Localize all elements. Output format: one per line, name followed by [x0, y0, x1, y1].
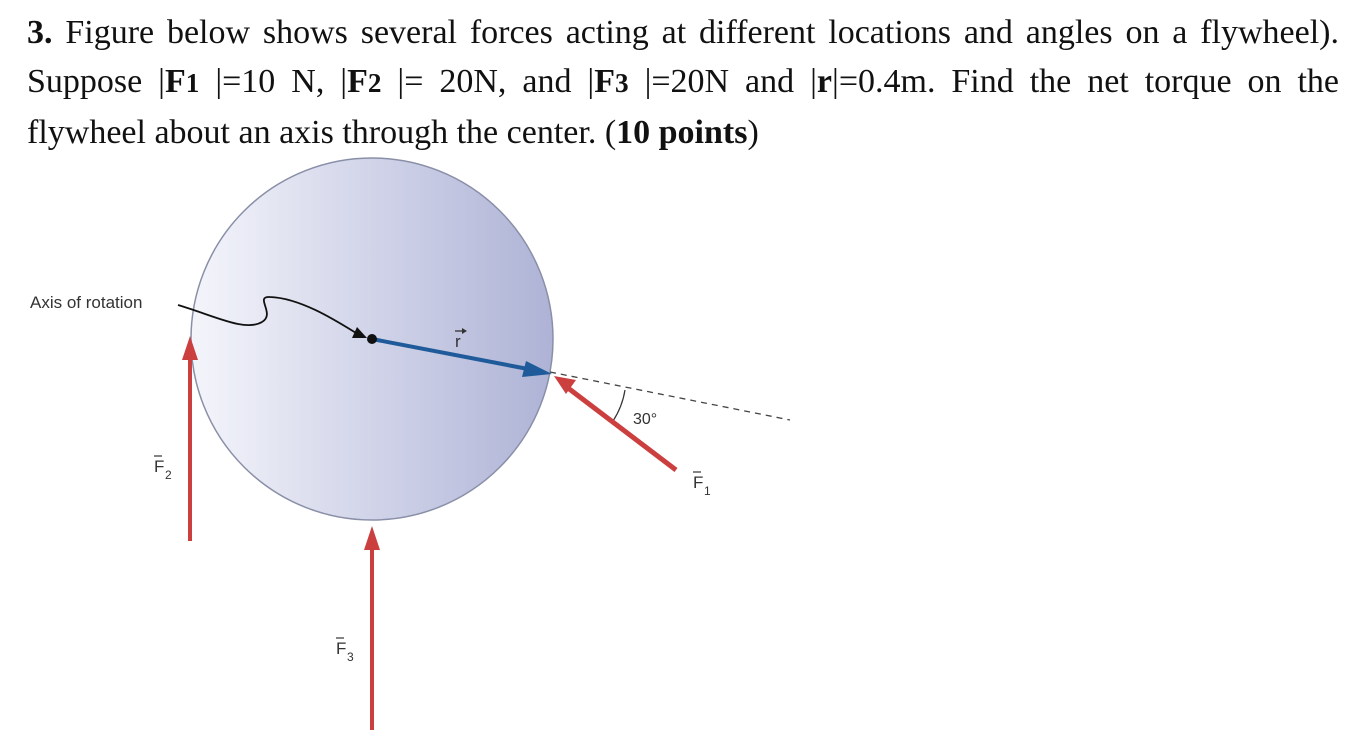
force-f3-arrowhead — [364, 526, 380, 550]
force-f3-label: F — [336, 639, 347, 658]
question-text-6: ) — [747, 114, 759, 151]
angle-arc — [613, 390, 625, 421]
force-f1-line — [568, 388, 676, 470]
r-symbol: r — [816, 63, 833, 100]
f2-symbol: F — [347, 63, 368, 100]
force-f1-subscript: 1 — [704, 484, 711, 498]
f1-subscript: 1 — [185, 68, 200, 98]
question-text-3: |= 20N, and | — [381, 63, 595, 100]
question-text-1: Figure below shows several forces acting at different locations and angles on a flywheel). Suppose | — [27, 14, 1339, 100]
r-vector-label: r — [455, 332, 461, 351]
question-number: 3. — [27, 14, 53, 51]
axis-of-rotation-label: Axis of rotation — [30, 293, 143, 312]
f1-symbol: F — [165, 63, 186, 100]
f3-symbol: F — [594, 63, 616, 100]
force-f2-subscript: 2 — [165, 468, 172, 482]
points-label: 10 points — [616, 114, 748, 151]
f2-subscript: 2 — [367, 68, 382, 98]
question-text-4: |=20N and | — [628, 63, 817, 100]
r-extension-dashed-line — [550, 372, 790, 420]
force-f3-subscript: 3 — [347, 650, 354, 664]
question-text-2: |=10 N, | — [199, 63, 348, 100]
question-text-5: |=0.4m. Find the net torque on the flywheel about an axis through the center. ( — [27, 63, 1340, 151]
force-f1-label: F — [693, 473, 704, 492]
axis-center-dot — [367, 334, 377, 344]
force-f2-label: F — [154, 457, 165, 476]
f3-subscript: 3 — [615, 68, 629, 98]
angle-label: 30° — [633, 411, 658, 428]
